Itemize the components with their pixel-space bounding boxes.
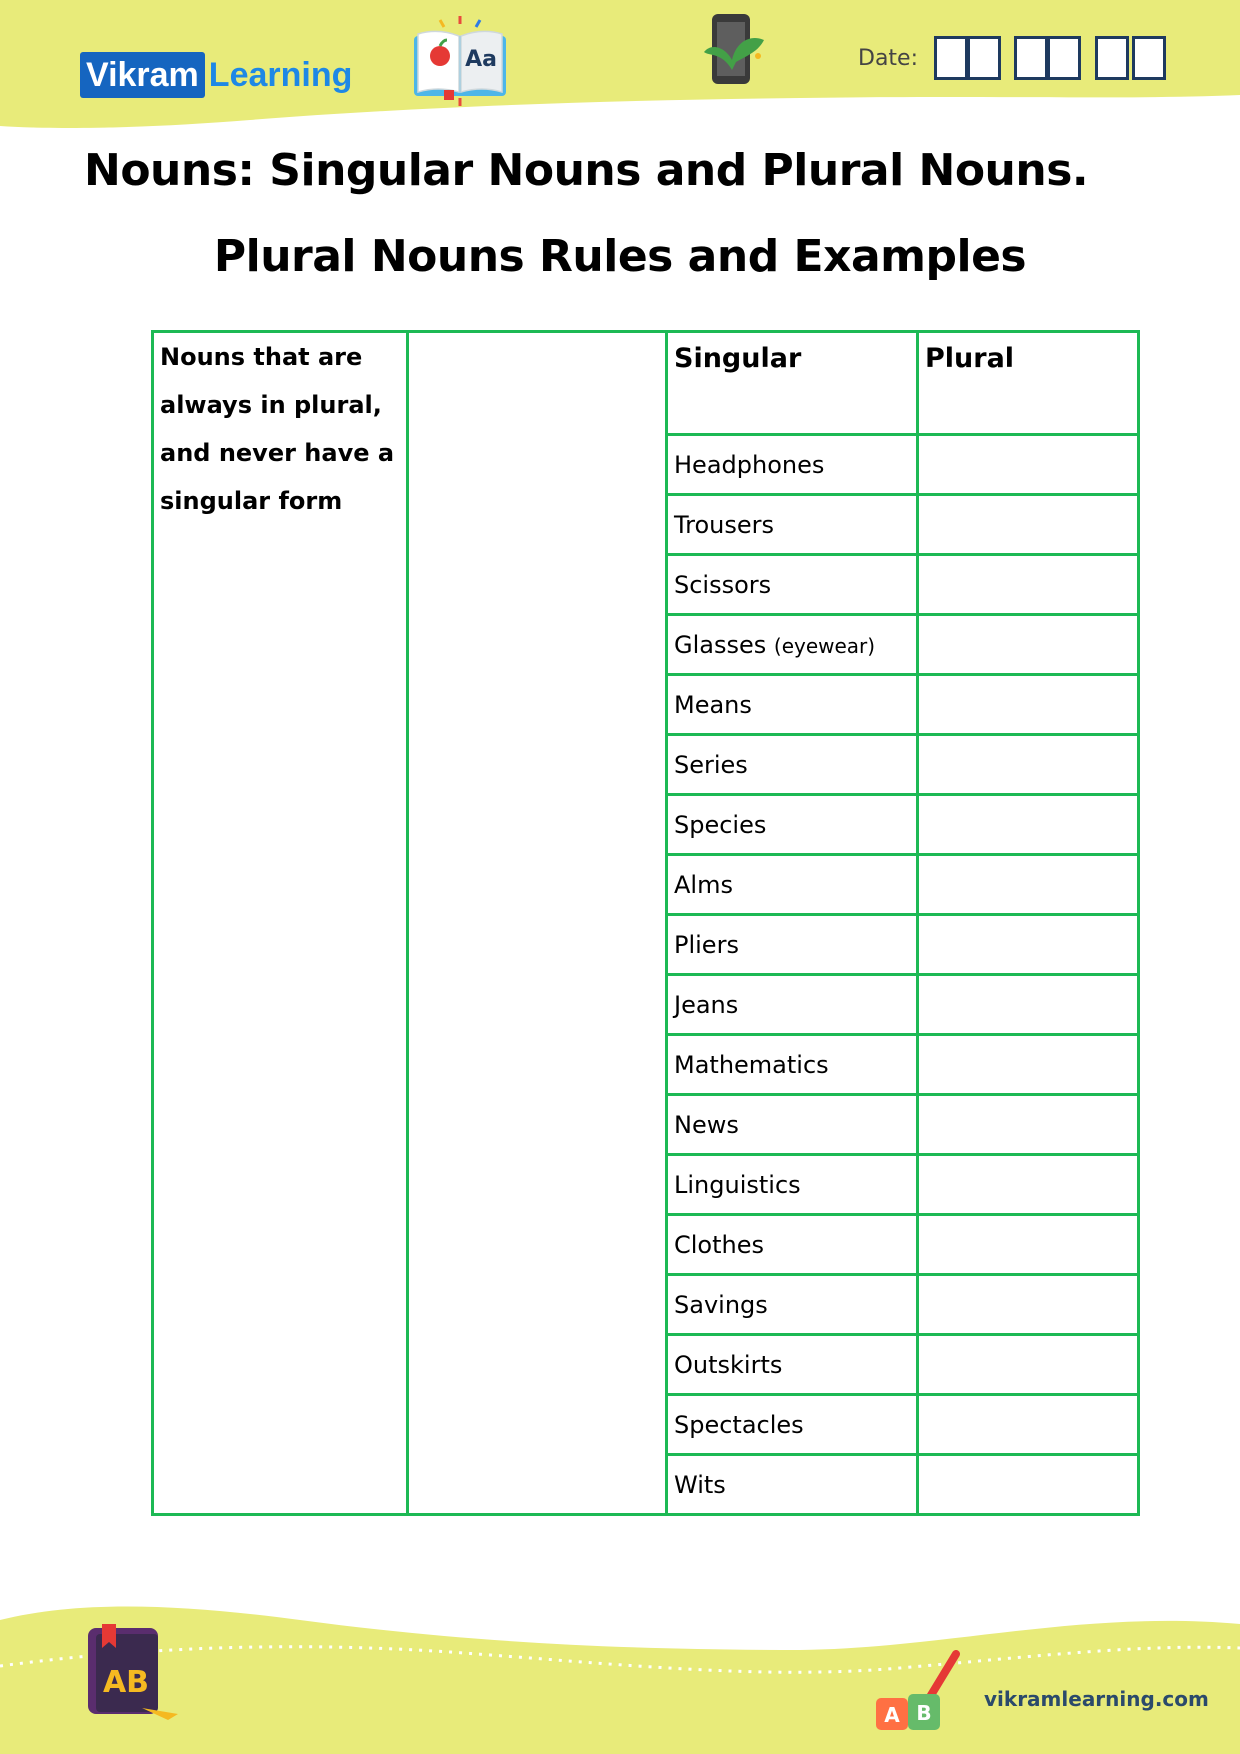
date-month-digit-2[interactable] [1047, 36, 1081, 80]
plural-answer-cell[interactable] [918, 1215, 1139, 1275]
plural-nouns-table [151, 330, 1140, 1516]
singular-word: Mathematics [674, 1050, 829, 1079]
singular-word-cell [667, 1335, 918, 1395]
block-a-letter: A [884, 1703, 900, 1727]
singular-word: Species [674, 810, 767, 839]
plural-answer-cell[interactable] [918, 1335, 1139, 1395]
plural-answer-cell[interactable] [918, 435, 1139, 495]
singular-word: Means [674, 690, 752, 719]
book-icon-text: Aa [465, 47, 497, 72]
brand-logo-part1: Vikram [80, 52, 205, 98]
plural-answer-cell[interactable] [918, 1395, 1139, 1455]
singular-word: Jeans [674, 990, 739, 1019]
singular-word: Scissors [674, 570, 772, 599]
singular-word: Series [674, 750, 748, 779]
date-day-digit-2[interactable] [967, 36, 1001, 80]
page-subtitle: Plural Nouns Rules and Examples [213, 231, 1027, 282]
plural-answer-cell[interactable] [918, 855, 1139, 915]
singular-word-cell [667, 555, 918, 615]
singular-word-cell [667, 855, 918, 915]
date-year-digit-2[interactable] [1132, 36, 1166, 80]
singular-word-cell [667, 795, 918, 855]
singular-word-cell [667, 1455, 918, 1515]
singular-word-cell [667, 435, 918, 495]
plural-answer-cell[interactable] [918, 1155, 1139, 1215]
ab-book-icon [82, 1622, 186, 1722]
ab-book-letters: AB [102, 1665, 150, 1700]
plural-answer-cell[interactable] [918, 1455, 1139, 1515]
plural-answer-cell[interactable] [918, 1275, 1139, 1335]
blank-column-cell [408, 332, 667, 1515]
date-year-digit-1[interactable] [1095, 36, 1129, 80]
singular-word-cell [667, 1395, 918, 1455]
plural-answer-cell[interactable] [918, 1035, 1139, 1095]
plural-answer-cell[interactable] [918, 795, 1139, 855]
phone-plant-icon [702, 12, 768, 88]
date-month-digit-1[interactable] [1014, 36, 1048, 80]
block-b-letter: B [916, 1701, 932, 1725]
plural-answer-cell[interactable] [918, 615, 1139, 675]
singular-word-cell [667, 1095, 918, 1155]
plural-answer-cell[interactable] [918, 975, 1139, 1035]
plural-answer-cell[interactable] [918, 735, 1139, 795]
singular-word: Spectacles [674, 1410, 804, 1439]
singular-word: Wits [674, 1470, 726, 1499]
brand-logo[interactable] [80, 50, 352, 100]
rule-description-cell: Nouns that are always in plural, and never have a singular form [153, 332, 408, 1515]
plural-answer-cell[interactable] [918, 675, 1139, 735]
singular-word-cell [667, 675, 918, 735]
date-day-digit-1[interactable] [934, 36, 968, 80]
singular-word: Pliers [674, 930, 739, 959]
singular-word: Linguistics [674, 1170, 801, 1199]
singular-word-cell [667, 915, 918, 975]
plural-answer-cell[interactable] [918, 1095, 1139, 1155]
singular-word-cell [667, 1215, 918, 1275]
singular-word-cell [667, 735, 918, 795]
plural-header: Plural [918, 332, 1139, 435]
singular-word-cell [667, 615, 918, 675]
singular-word: Savings [674, 1290, 768, 1319]
date-label: Date: [858, 46, 918, 71]
plural-answer-cell[interactable] [918, 555, 1139, 615]
singular-word: Alms [674, 870, 733, 899]
singular-header: Singular [667, 332, 918, 435]
singular-word-cell [667, 1035, 918, 1095]
singular-word: Clothes [674, 1230, 764, 1259]
singular-word-cell [667, 975, 918, 1035]
singular-word: Outskirts [674, 1350, 783, 1379]
singular-word-cell [667, 1155, 918, 1215]
abc-blocks-pencil-icon [872, 1650, 962, 1736]
singular-word: Trousers [674, 510, 775, 539]
singular-word: News [674, 1110, 739, 1139]
singular-word-cell [667, 1275, 918, 1335]
singular-word: Headphones [674, 450, 825, 479]
singular-word-cell [667, 495, 918, 555]
table-header-row [153, 332, 1139, 435]
website-link[interactable]: vikramlearning.com [984, 1687, 1209, 1711]
brand-logo-part2: Learning [208, 55, 353, 94]
open-book-icon [410, 14, 510, 109]
footer-background-wave [0, 1590, 1240, 1754]
plural-answer-cell[interactable] [918, 495, 1139, 555]
singular-word: Glasses [674, 630, 774, 659]
plural-answer-cell[interactable] [918, 915, 1139, 975]
page-title: Nouns: Singular Nouns and Plural Nouns. [84, 145, 1089, 196]
singular-word-note: (eyewear) [773, 633, 876, 658]
